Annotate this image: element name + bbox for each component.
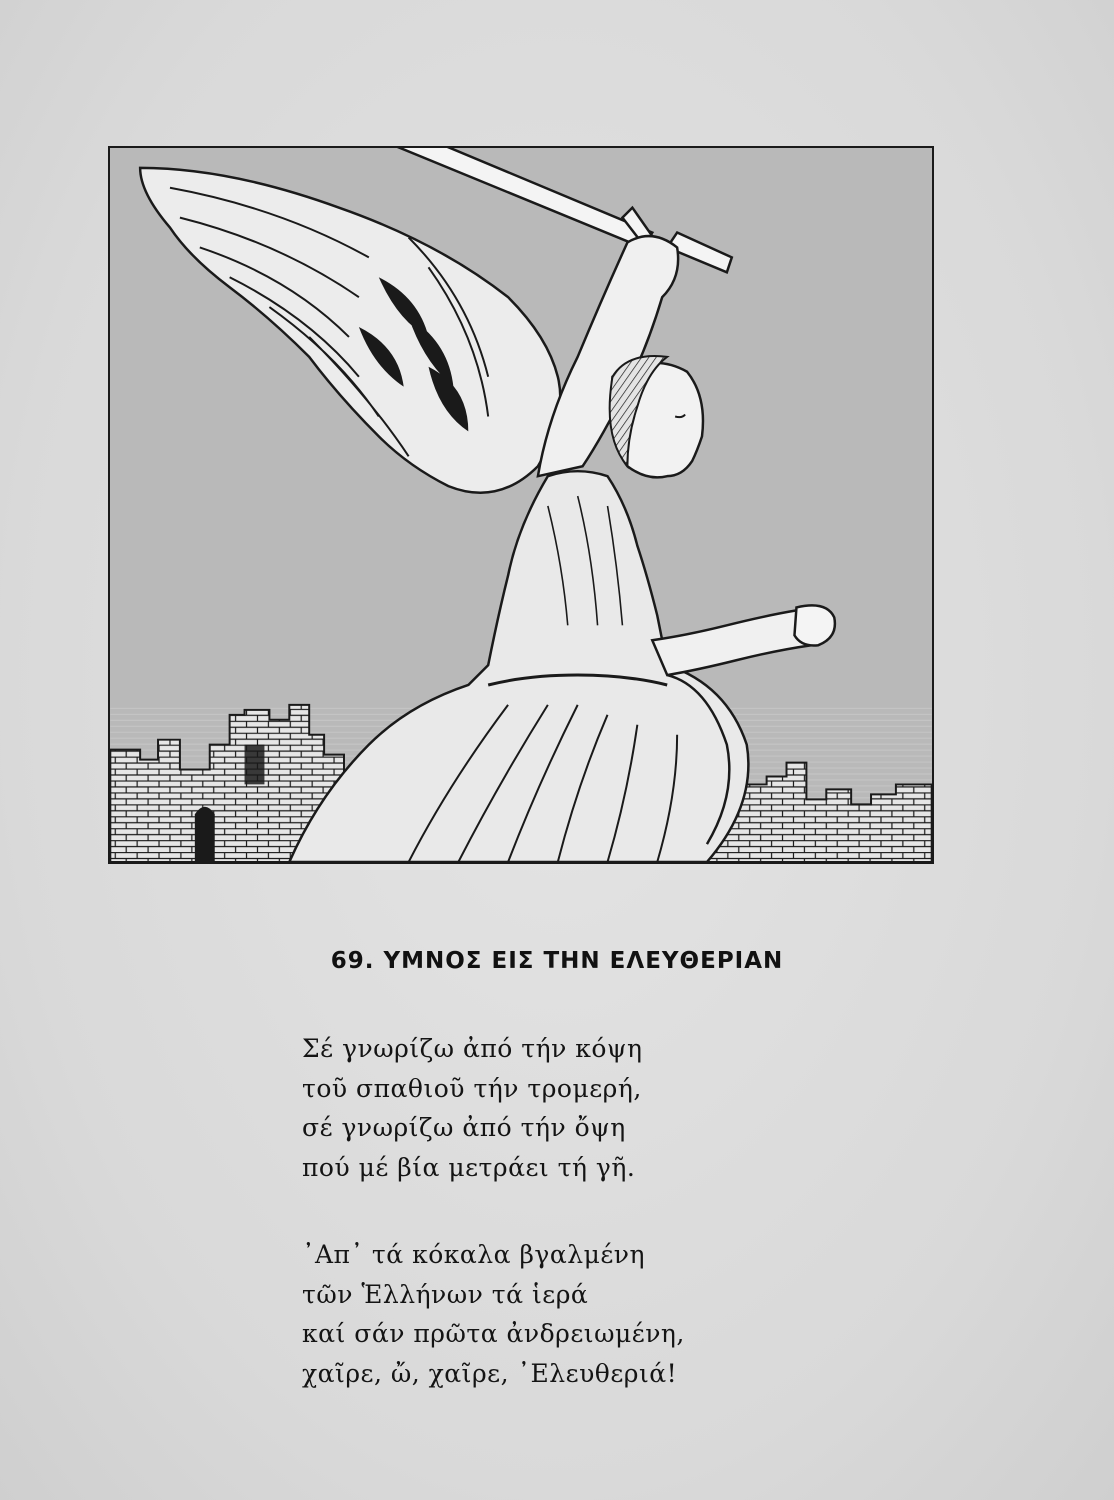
poem-line: τῶν Ἑλλήνων τά ἱερά: [302, 1279, 589, 1309]
poem-line: χαῖρε, ὤ, χαῖρε, ᾿Ελευθεριά!: [302, 1358, 678, 1388]
liberty-illustration: [108, 146, 934, 864]
poem-stanza-1: [302, 1029, 643, 1187]
poem-line: τοῦ σπαθιοῦ τήν τρομερή,: [302, 1073, 642, 1103]
poem-title: 69. ΥΜΝΟΣ ΕΙΣ ΤΗΝ ΕΛΕΥΘΕΡΙΑΝ: [330, 948, 784, 974]
poem-line: ᾿Απ᾿ τά κόκαλα βγαλμένη: [302, 1240, 645, 1269]
poem-line: σέ γνωρίζω ἀπό τήν ὄψη: [302, 1113, 626, 1142]
poem-stanza-2: [302, 1235, 685, 1393]
winged-liberty-with-sword-icon: [110, 148, 932, 862]
poem-line: Σέ γνωρίζω ἀπό τήν κόψη: [302, 1034, 643, 1063]
poem-line: πού μέ βία μετράει τή γῆ.: [302, 1152, 636, 1182]
poem-line: καί σάν πρῶτα ἀνδρειωμένη,: [302, 1319, 685, 1348]
